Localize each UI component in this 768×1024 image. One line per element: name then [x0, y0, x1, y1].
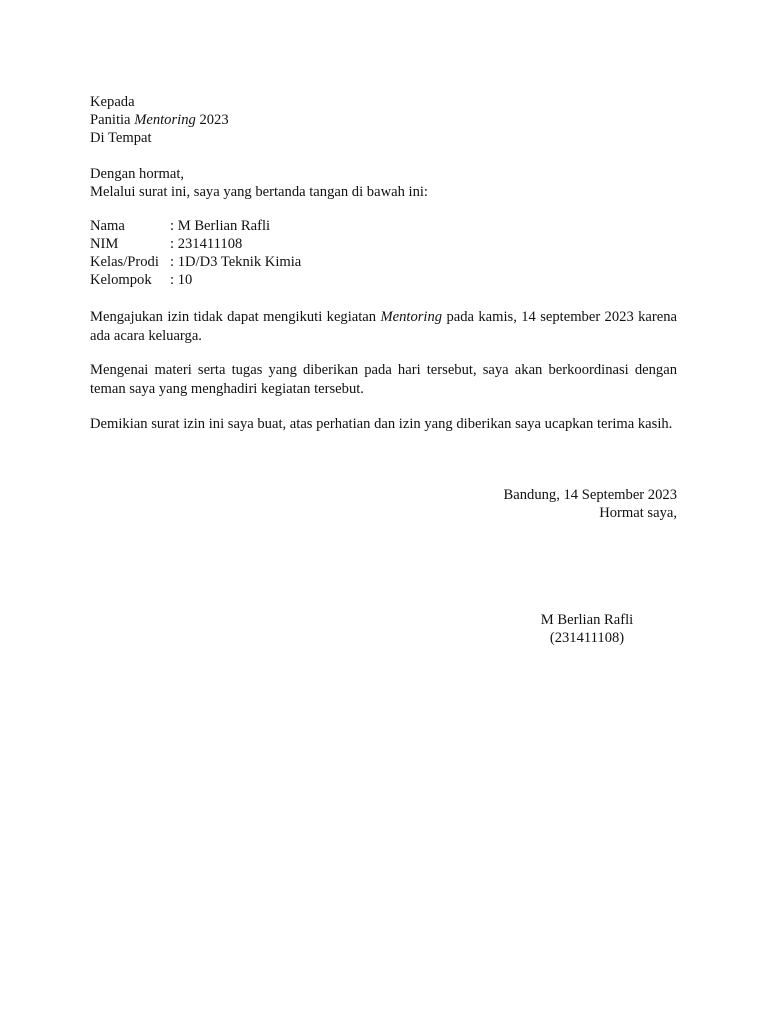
- signature-block: [537, 611, 637, 647]
- identity-row-kelas: [90, 253, 677, 271]
- signoff-block: [504, 486, 677, 522]
- p1-prefix: Mengajukan izin tidak dapat mengikuti kegiatan: [90, 309, 381, 325]
- identity-table: [90, 217, 677, 289]
- body-paragraph-request: [90, 308, 677, 346]
- signer-name: M Berlian Rafli: [540, 612, 634, 628]
- identity-row-kelompok: [90, 271, 677, 289]
- closing-phrase: Hormat saya,: [599, 505, 677, 521]
- recipient-place: Di Tempat: [90, 130, 152, 146]
- recipient-to: Kepada: [90, 94, 135, 110]
- identity-value: : 231411108: [170, 236, 243, 252]
- recipient-org-italic: Mentoring: [134, 112, 196, 128]
- identity-label: Nama: [90, 218, 125, 234]
- place-date: Bandung, 14 September 2023: [503, 487, 677, 503]
- greeting-block: [90, 165, 677, 201]
- identity-row-nim: [90, 235, 677, 253]
- identity-label: NIM: [90, 236, 119, 252]
- recipient-organization: [90, 111, 677, 129]
- recipient-org-prefix: Panitia: [90, 112, 135, 128]
- p1-italic: Mentoring: [380, 309, 443, 325]
- body-paragraph-closing: Demikian surat izin ini saya buat, atas perhatian dan izin yang diberikan saya ucapkan terima kasih.: [90, 416, 673, 432]
- p1-suffix: pada kamis, 14 september 2023 karena ada acara keluarga.: [90, 309, 677, 344]
- recipient-block: [90, 93, 677, 147]
- identity-value: : M Berlian Rafli: [170, 218, 271, 234]
- identity-row-nama: [90, 217, 677, 235]
- recipient-org-suffix: 2023: [195, 112, 229, 128]
- identity-label: Kelas/Prodi: [90, 254, 159, 270]
- identity-value: : 1D/D3 Teknik Kimia: [170, 254, 302, 270]
- body-paragraph-coordination: Mengenai materi serta tugas yang diberikan pada hari tersebut, saya akan berkoordinasi dengan teman saya yang menghadiri kegiatan tersebut.: [90, 362, 677, 397]
- signer-id: (231411108): [549, 630, 625, 646]
- identity-label: Kelompok: [90, 272, 152, 288]
- intro-line: Melalui surat ini, saya yang bertanda tangan di bawah ini:: [90, 184, 428, 200]
- salutation: Dengan hormat,: [90, 166, 185, 182]
- identity-value: : 10: [170, 272, 193, 288]
